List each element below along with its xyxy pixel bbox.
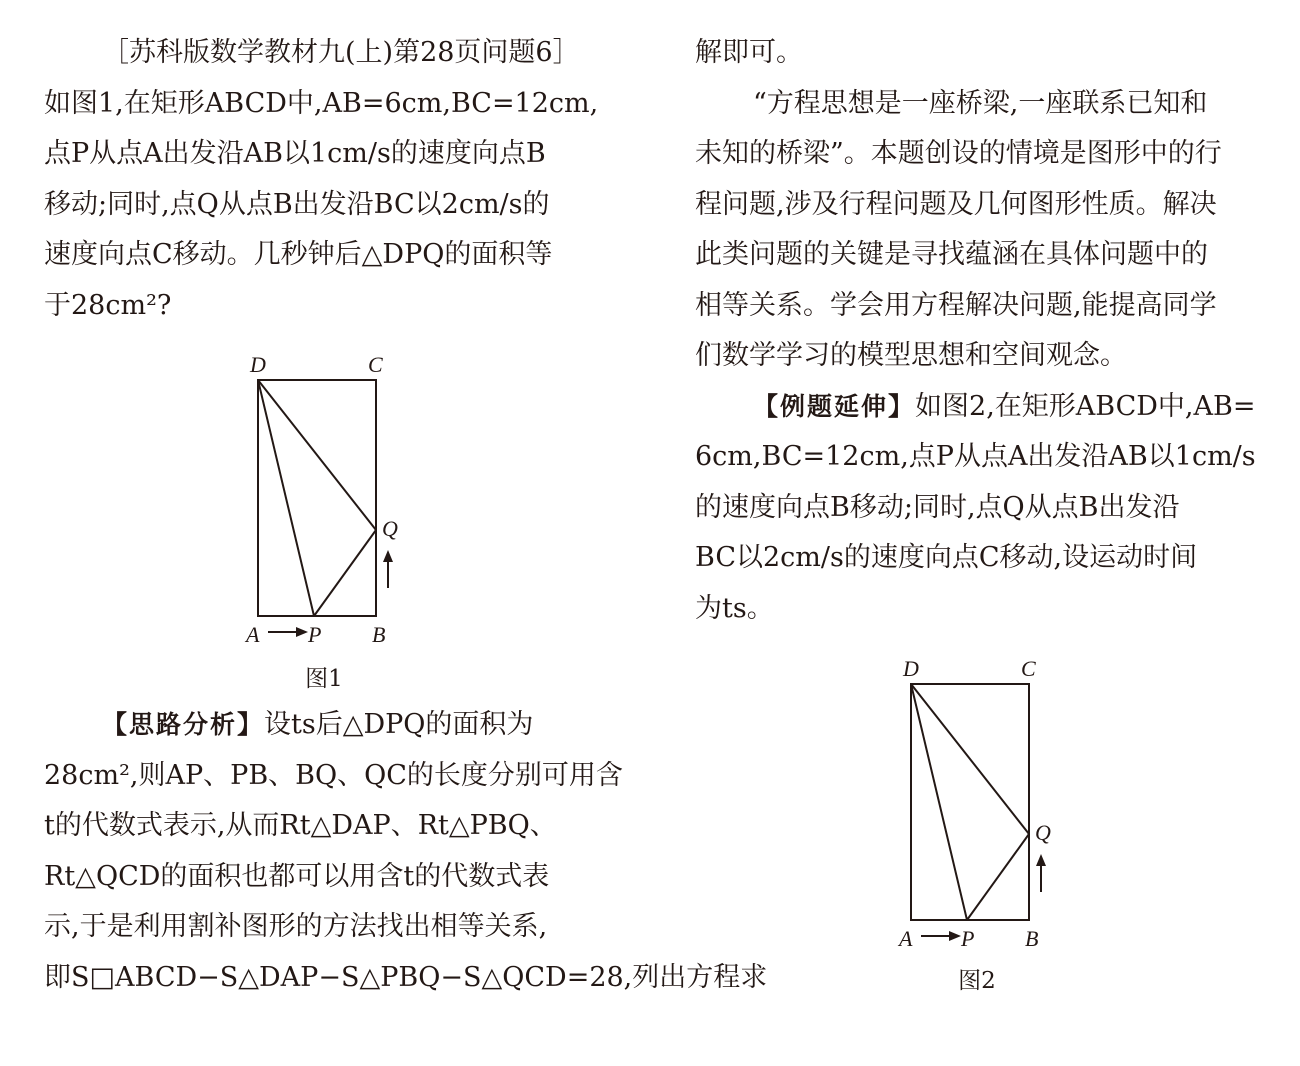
- extension-line-2: 6cm,BC=12cm,点P从点A出发沿AB以1cm/s: [695, 441, 1256, 472]
- analysis-block: [44, 700, 768, 1003]
- analysis-line-3: t的代数式表示,从而Rt△DAP、Rt△PBQ、: [44, 810, 557, 841]
- fig2-label-Q: Q: [1035, 820, 1051, 845]
- problem-line-4: 移动;同时,点Q从点B出发沿BC以2cm/s的: [44, 188, 550, 220]
- extension-line-3: 的速度向点B移动;同时,点Q从点B出发沿: [695, 491, 1180, 523]
- problem-source-line: ［苏科版数学教材九(上)第28页问题6］: [102, 37, 580, 68]
- analysis-line-6: 即S□ABCD−S△DAP−S△PBQ−S△QCD=28,列出方程求: [44, 961, 768, 993]
- problem-line-6: 于28cm²?: [44, 289, 172, 321]
- extension-line-5: 为ts。: [695, 592, 774, 624]
- fig2-label-D: D: [903, 656, 919, 681]
- analysis-line-1: 【思路分析】设ts后△DPQ的面积为: [102, 709, 534, 740]
- analysis-heading: 【思路分析】: [102, 710, 265, 739]
- figure-1-caption: 图1: [305, 666, 343, 692]
- fig1-label-P: P: [308, 622, 322, 647]
- summary-line-4: 此类问题的关键是寻找蕴涵在具体问题中的: [695, 239, 1208, 270]
- summary-line-5: 相等关系。学会用方程解决问题,能提高同学: [695, 289, 1217, 321]
- figure-2-caption: 图2: [958, 968, 996, 994]
- fig2-label-B: B: [1025, 926, 1039, 951]
- figure-2-diagram: [893, 654, 1073, 954]
- fig1-label-B: B: [372, 622, 386, 647]
- summary-line-2: 未知的桥梁”。本题创设的情境是图形中的行: [695, 138, 1222, 169]
- fig1-label-A: A: [246, 622, 260, 647]
- left-column: [44, 28, 604, 331]
- fig1-label-D: D: [250, 352, 266, 377]
- summary-line-1: “方程思想是一座桥梁,一座联系已知和: [753, 87, 1208, 119]
- problem-line-5: 速度向点C移动。几秒钟后△DPQ的面积等: [44, 239, 553, 270]
- extension-line-4: BC以2cm/s的速度向点C移动,设运动时间: [695, 542, 1198, 573]
- summary-line-6: 们数学学习的模型思想和空间观念。: [695, 340, 1127, 371]
- right-column: [695, 28, 1255, 634]
- problem-line-3: 点P从点A出发沿AB以1cm/s的速度向点B: [44, 138, 546, 169]
- analysis-line-4: Rt△QCD的面积也都可以用含t的代数式表: [44, 860, 550, 892]
- fig1-label-Q: Q: [382, 516, 398, 541]
- problem-line-2: 如图1,在矩形ABCD中,AB=6cm,BC=12cm,: [44, 87, 599, 119]
- fig1-label-C: C: [368, 352, 383, 377]
- analysis-line-5: 示,于是利用割补图形的方法找出相等关系,: [44, 911, 548, 942]
- summary-line-3: 程问题,涉及行程问题及几何图形性质。解决: [695, 188, 1217, 220]
- fig2-label-A: A: [899, 926, 913, 951]
- fig2-label-C: C: [1021, 656, 1036, 681]
- analysis-line-2: 28cm²,则AP、PB、BQ、QC的长度分别可用含: [44, 759, 623, 791]
- fig2-label-P: P: [961, 926, 975, 951]
- continuation-line: 解即可。: [695, 37, 803, 68]
- extension-line-1: 【例题延伸】如图2,在矩形ABCD中,AB=: [753, 390, 1256, 422]
- figure-1-diagram: [240, 350, 420, 650]
- extension-heading: 【例题延伸】: [753, 391, 916, 421]
